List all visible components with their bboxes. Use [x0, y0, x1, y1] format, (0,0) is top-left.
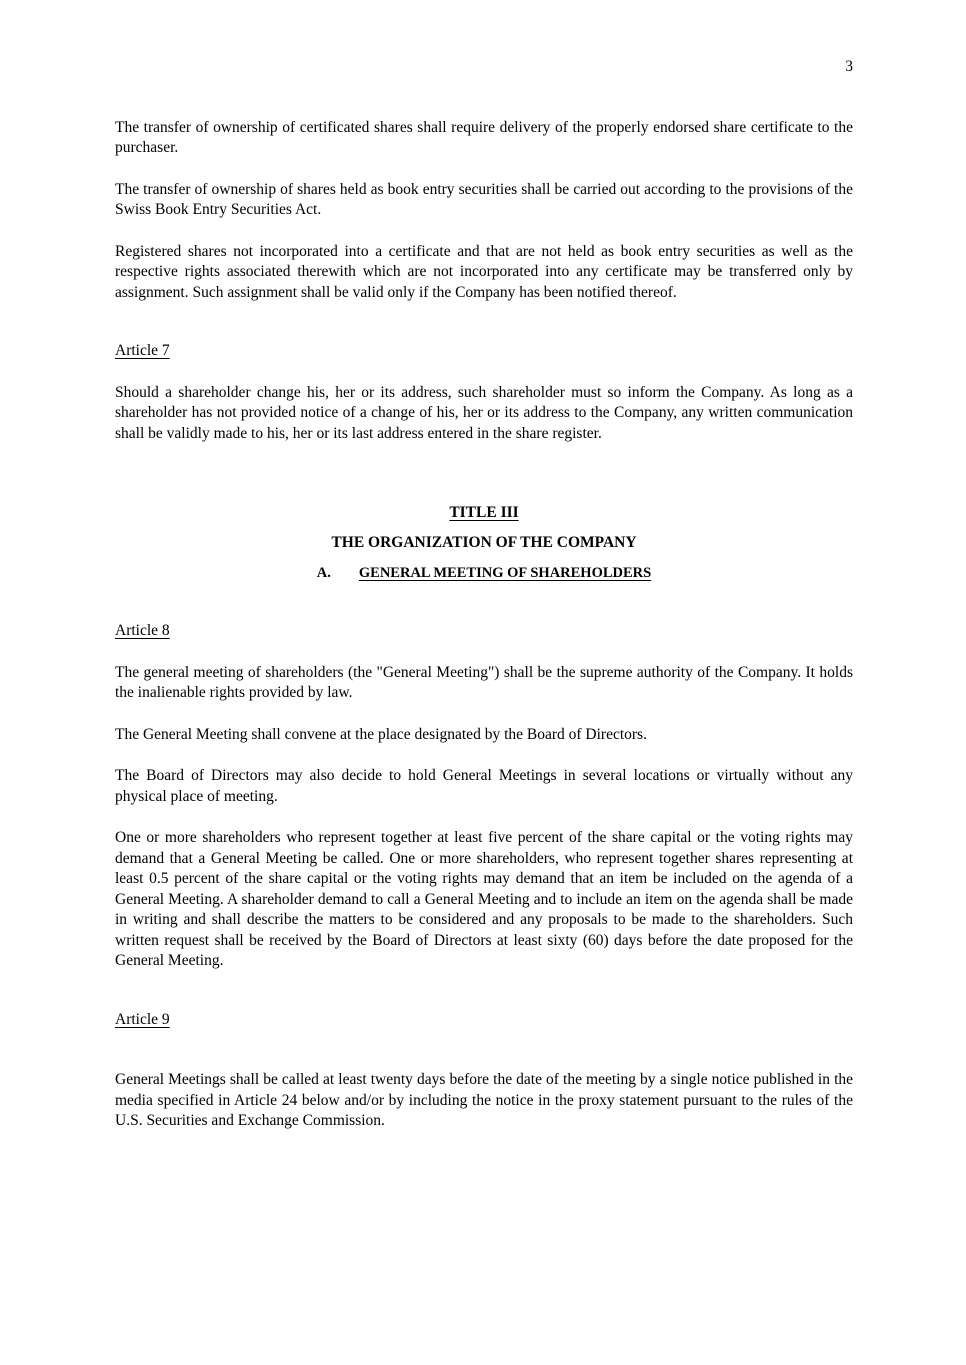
article-8-paragraph-several-locations: The Board of Directors may also decide to hold General Meetings in several locations or virtually without any physical place of meeting. — [115, 767, 853, 805]
article-8-paragraph-convene-place: The General Meeting shall convene at the place designated by the Board of Directors. — [115, 725, 647, 743]
article-7-paragraph-address-change: Should a shareholder change his, her or its address, such shareholder must so inform the Company. As long as a shareholder has not provided notice of a change of his, her or its address to the Company, any written communication shall be validly made to his, her or its last address entered in the share register. — [115, 383, 853, 442]
general-meeting-section-heading: GENERAL MEETING OF SHAREHOLDERS — [358, 565, 652, 581]
article-8-paragraph-supreme-authority: The general meeting of shareholders (the "General Meeting") shall be the supreme authority of the Company. It holds the inalienable rights provided by law. — [115, 663, 853, 701]
article-8-paragraph-shareholder-demand: One or more shareholders who represent together at least five percent of the share capital or the voting rights may demand that a General Meeting be called. One or more shareholders, who represent together shares representing at least 0.5 percent of the share capital or the voting rights may demand that an item be included on the agenda of a General Meeting. A shareholder demand to call a General Meeting and to include an item on the agenda shall be made in writing and shall describe the matters to be considered and any proposals to be made to the shareholders. Such written request shall be received by the Board of Directors at least sixty (60) days before the date proposed for the General Meeting. — [115, 829, 853, 969]
paragraph-registered-shares-assignment: Registered shares not incorporated into a certificate and that are not held as book entry securities as well as the respective rights associated therewith which are not incorporated into any certificate may be transferred only by assignment. Such assignment shall be valid only if the Company has been notified thereof. — [115, 242, 853, 301]
article-8-heading: Article 8 — [115, 622, 170, 639]
title-iii-heading-text: TITLE III — [449, 504, 519, 521]
section-a-letter: A. — [316, 565, 331, 581]
document-content — [115, 57, 853, 1153]
article-7-heading: Article 7 — [115, 342, 170, 359]
section-a-heading — [115, 563, 853, 583]
organization-of-company-subtitle: THE ORGANIZATION OF THE COMPANY — [331, 534, 637, 551]
article-9-paragraph-meeting-notice: General Meetings shall be called at least twenty days before the date of the meeting by a single notice published in the media specified in Article 24 below and/or by including the notice in the proxy statement pursuant to the rules of the U.S. Securities and Exchange Commission. — [115, 1071, 853, 1129]
page-number: 3 — [845, 58, 853, 75]
paragraph-transfer-certificated-shares: The transfer of ownership of certificated shares shall require delivery of the properly endorsed share certificate to the purchaser. — [115, 118, 853, 156]
title-iii-heading — [115, 503, 853, 523]
title-iii-block — [115, 503, 853, 583]
article-9-heading: Article 9 — [115, 1010, 170, 1028]
paragraph-transfer-book-entry: The transfer of ownership of shares held as book entry securities shall be carried out according to the provisions of the Swiss Book Entry Securities Act. — [115, 180, 853, 218]
